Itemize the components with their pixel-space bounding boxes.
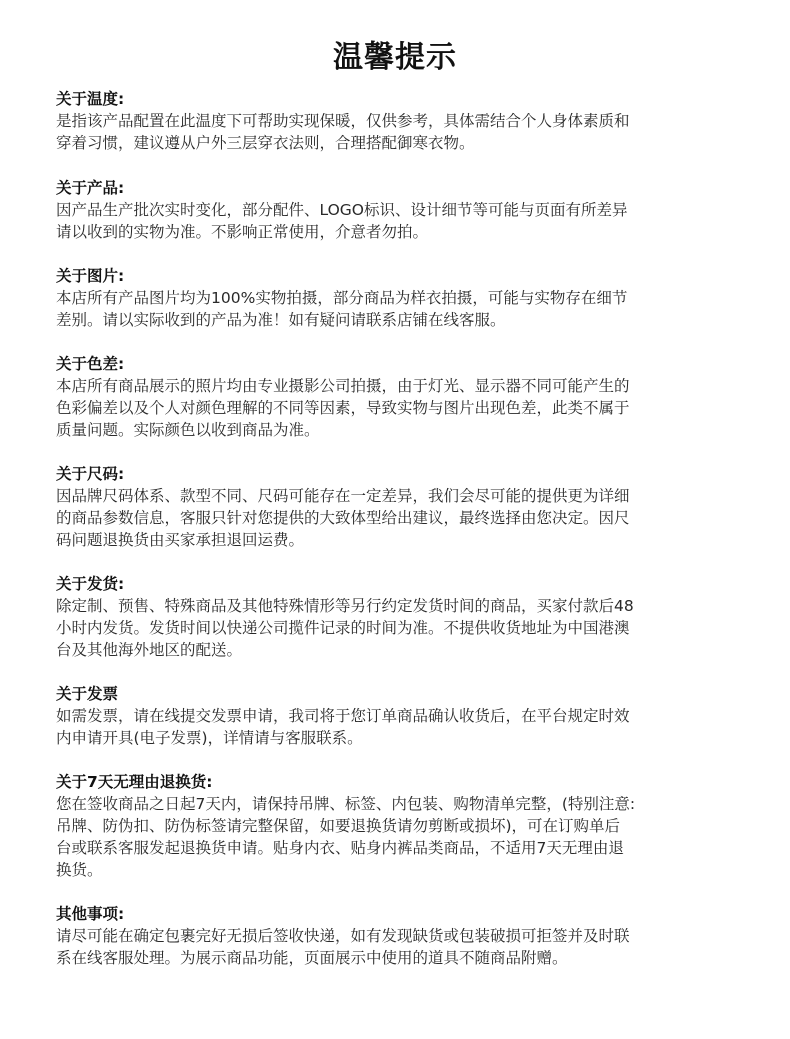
section-heading: 其他事项: bbox=[56, 905, 125, 923]
section-heading: 关于产品: bbox=[56, 179, 125, 197]
body-line: 除定制、预售、特殊商品及其他特殊情形等另行约定发货时间的商品，买家付款后48 bbox=[56, 597, 634, 615]
section-images bbox=[56, 265, 627, 331]
section-other bbox=[56, 903, 630, 969]
section-body bbox=[56, 110, 630, 154]
body-line: 是指该产品配置在此温度下可帮助实现保暖，仅供参考，具体需结合个人身体素质和 bbox=[56, 112, 630, 130]
section-product bbox=[56, 177, 628, 243]
body-line: 请以收到的实物为准。不影响正常使用，介意者勿拍。 bbox=[56, 223, 429, 241]
section-heading: 关于温度: bbox=[56, 90, 125, 108]
section-body bbox=[56, 287, 627, 331]
body-line: 内申请开具(电子发票)，详情请与客服联系。 bbox=[56, 729, 363, 747]
section-returns bbox=[56, 771, 635, 881]
body-line: 因产品生产批次实时变化，部分配件、LOGO标识、设计细节等可能与页面有所差异 bbox=[56, 201, 628, 219]
section-heading: 关于图片: bbox=[56, 267, 125, 285]
body-line: 换货。 bbox=[56, 861, 103, 879]
section-invoice bbox=[56, 683, 630, 749]
section-heading: 关于7天无理由退换货: bbox=[56, 773, 213, 791]
section-body bbox=[56, 595, 634, 661]
body-line: 穿着习惯，建议遵从户外三层穿衣法则，合理搭配御寒衣物。 bbox=[56, 134, 475, 152]
body-line: 吊牌、防伪扣、防伪标签请完整保留，如要退换货请勿剪断或损坏)，可在订购单后 bbox=[56, 817, 621, 835]
section-body bbox=[56, 199, 628, 243]
section-body bbox=[56, 793, 635, 881]
body-line: 小时内发货。发货时间以快递公司揽件记录的时间为准。不提供收货地址为中国港澳 bbox=[56, 619, 630, 637]
body-line: 色彩偏差以及个人对颜色理解的不同等因素，导致实物与图片出现色差，此类不属于 bbox=[56, 399, 630, 417]
section-shipping bbox=[56, 573, 634, 661]
body-line: 如需发票，请在线提交发票申请，我司将于您订单商品确认收货后，在平台规定时效 bbox=[56, 707, 630, 725]
body-line: 本店所有产品图片均为100%实物拍摄，部分商品为样衣拍摄，可能与实物存在细节 bbox=[56, 289, 628, 307]
section-heading: 关于发货: bbox=[56, 575, 125, 593]
section-heading: 关于尺码: bbox=[56, 465, 125, 483]
section-body bbox=[56, 375, 630, 441]
section-body bbox=[56, 925, 630, 969]
body-line: 差别。请以实际收到的产品为准！如有疑问请联系店铺在线客服。 bbox=[56, 311, 506, 329]
section-heading: 关于色差: bbox=[56, 355, 125, 373]
body-line: 码问题退换货由买家承担退回运费。 bbox=[56, 531, 305, 549]
section-temperature bbox=[56, 88, 630, 154]
body-line: 因品牌尺码体系、款型不同、尺码可能存在一定差异，我们会尽可能的提供更为详细 bbox=[56, 487, 630, 505]
section-size bbox=[56, 463, 630, 551]
section-body bbox=[56, 705, 630, 749]
body-line: 请尽可能在确定包裹完好无损后签收快递，如有发现缺货或包装破损可拒签并及时联 bbox=[56, 927, 630, 945]
body-line: 台及其他海外地区的配送。 bbox=[56, 641, 243, 659]
body-line: 系在线客服处理。为展示商品功能，页面展示中使用的道具不随商品附赠。 bbox=[56, 949, 568, 967]
page-title: 温馨提示 bbox=[333, 40, 457, 75]
body-line: 质量问题。实际颜色以收到商品为准。 bbox=[56, 421, 320, 439]
body-line: 您在签收商品之日起7天内，请保持吊牌、标签、内包装、购物清单完整，(特别注意: bbox=[56, 795, 636, 813]
body-line: 台或联系客服发起退换货申请。贴身内衣、贴身内裤品类商品，不适用7天无理由退 bbox=[56, 839, 624, 857]
section-heading: 关于发票 bbox=[56, 685, 119, 703]
body-line: 的商品参数信息，客服只针对您提供的大致体型给出建议，最终选择由您决定。因尺 bbox=[56, 509, 630, 527]
section-color-difference bbox=[56, 353, 630, 441]
section-body bbox=[56, 485, 630, 551]
body-line: 本店所有商品展示的照片均由专业摄影公司拍摄，由于灯光、显示器不同可能产生的 bbox=[56, 377, 630, 395]
